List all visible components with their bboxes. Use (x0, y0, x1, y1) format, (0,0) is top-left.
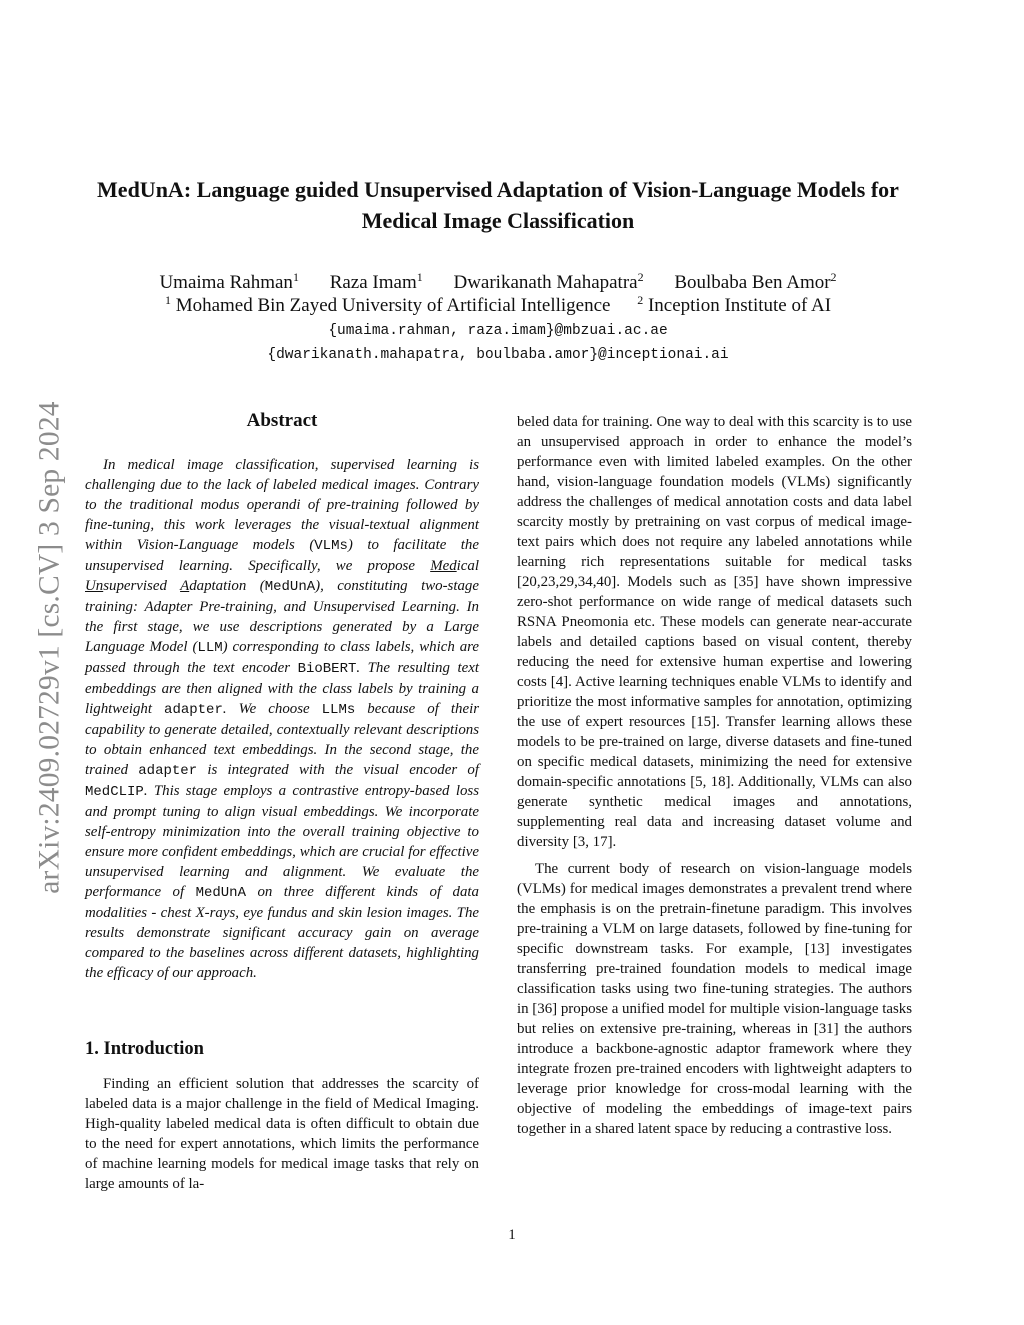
author-name: Umaima Rahman$^1$ (159, 270, 299, 293)
acronym-letters: Med (430, 558, 457, 574)
code-term: adapter (164, 702, 223, 718)
abstract-text: . This stage employs a contrastive entropy-based loss and prompt tuning to align visual embeddings. We incorporate self-entropy minimization into the overall training objective to ensure more confident embeddings, which are crucial for effective unsupervised learning and alignment. We evaluate the performance of (85, 783, 479, 900)
author-name: Raza Imam$^1$ (329, 270, 423, 293)
abstract-text: ), constituting two-stage training: Adapter Pre-training, and Unsupervised Learning. In the first stage, we use descriptions generated by a Large Language Model ( (85, 578, 479, 655)
arxiv-identifier-stamp (20, 360, 80, 935)
intro-paragraph: The current body of research on vision-language models (VLMs) for medical images demonstrates a prevalent trend where the emphasis is on the pretrain-finetune paradigm. This involves pre-training a VLM on large datasets, followed by fine-tuning for specific downstream tasks. For example, [13] investigates transferring pre-trained foundation models to medical image classification tasks using two fine-tuning strategies. The authors in [36] propose a unified model for multiple vision-language tasks but relies on extensive pre-training, whereas in [31] the authors introduce a backbone-agnostic adaptor framework where they integrate frozen pre-trained encoders with lightweight adapters to leverage prior knowledge for cross-modal learning with the objective of modeling the embeddings of image-text pairs together in a shared latent space by reducing a contrastive loss. (517, 861, 912, 1137)
affiliation: $^2$ Inception Institute of AI (637, 293, 832, 316)
author-name: Dwarikanath Mahapatra$^2$ (453, 270, 644, 293)
abstract-text: because of their capability to generate detailed, contextually relevant descriptions to obtain enhanced text embeddings. In the second stage, the trained (85, 701, 480, 778)
author-email-line: {dwarikanath.mahapatra, boulbaba.amor}@inceptionai.ai (267, 347, 729, 363)
code-term: VLMs (314, 538, 348, 554)
abstract-heading: Abstract (246, 410, 318, 431)
page-number: 1 (508, 1227, 516, 1243)
affiliation-list (90, 293, 906, 318)
code-term: adapter (138, 763, 198, 779)
abstract-text: In medical image classification, supervised learning is challenging due to the lack of labeled medical images. Contrary to the traditional modus operandi of pre-training followed by fine-tuning, this work leverages the visual-textual alignment within Vision-Language models ( (85, 457, 479, 553)
abstract-body (85, 455, 479, 983)
code-term: MedCLIP (85, 784, 144, 800)
abstract-text: ) to facilitate the unsupervised learning. Specifically, we propose (85, 537, 479, 574)
right-column (517, 412, 912, 1146)
abstract-text: . The resulting text embeddings are then aligned with the class labels by training a lightweight (85, 660, 479, 717)
paper-title: MedUnA: Language guided Unsupervised Adaptation of Vision-Language Models for Medical Image Classification (97, 177, 899, 233)
section-heading-introduction: 1. Introduction (85, 1039, 204, 1059)
code-term: LLMs (321, 702, 356, 718)
affiliation: $^1$ Mohamed Bin Zayed University of Artificial Intelligence (164, 293, 611, 316)
code-term: MedUnA (264, 579, 316, 595)
author-email-line: {umaima.rahman, raza.imam}@mbzuai.ac.ae (328, 323, 668, 339)
abstract-text: ical (456, 558, 479, 574)
acronym-letters: Un (85, 578, 104, 594)
abstract-text: is integrated with the visual encoder of (197, 762, 479, 778)
abstract-text: . We choose (222, 701, 322, 717)
intro-paragraph: Finding an efficient solution that addresses the scarcity of labeled data is a major challenge in the field of Medical Imaging. High-quality labeled medical data is often difficult to obtain due to the need for expert annotations, which limits the performance of machine learning models for medical image tasks that rely on large amounts of la- (85, 1076, 479, 1192)
code-term: MedUnA (195, 885, 246, 901)
abstract-text: on three different kinds of data modalities - chest X-rays, eye fundus and skin lesion images. The results demonstrate significant accuracy gain on average compared to the baselines across different datasets, highlighting the efficacy of our approach. (85, 884, 480, 981)
abstract-text: daptation ( (189, 578, 265, 594)
code-term: BioBERT (297, 661, 357, 677)
abstract-text: ) corresponding to class labels, which are passed through the text encoder (85, 639, 479, 676)
acronym-letters: A (180, 578, 190, 594)
author-list (90, 270, 906, 295)
intro-paragraph-continued: beled data for training. One way to deal with this scarcity is to use an unsupervised approach in order to enhance the model’s performance even with limited labeled examples. On the other hand, vision-language foundation models (VLMs) significantly address the challenges of medical annotation costs and data label scarcity mostly by pretraining on vast corpus of medical image-text pairs which does not require any labeled annotations while learning rich representations suitable for medical tasks [20,23,29,34,40]. Models such as [35] have shown impressive zero-shot performance on wide range of medical datasets such RSNA Pneomonia etc. These models can generate near-accurate labels and detailed captions based on visual content, thereby reducing the need for extensive human expertise and lowering costs [4]. Active learning techniques enable VLMs to identify and prioritize the most informative samples for annotation, optimizing the use of expert resources [15]. Transfer learning allows these models to be pre-trained on large, diverse datasets and fine-tuned on specific medical datasets, minimizing the need for extensive domain-specific annotations [5, 18]. Additionally, VLMs can also generate synthetic medical images and annotations, supplementing real data and increasing dataset volume and diversity [3, 17]. (517, 414, 912, 850)
abstract-text: supervised (103, 578, 181, 594)
arxiv-identifier-text: arXiv:2409.02729v1 [cs.CV] 3 Sep 2024 (33, 401, 66, 894)
code-term: LLM (197, 640, 223, 656)
author-name: Boulbaba Ben Amor$^2$ (674, 270, 837, 293)
